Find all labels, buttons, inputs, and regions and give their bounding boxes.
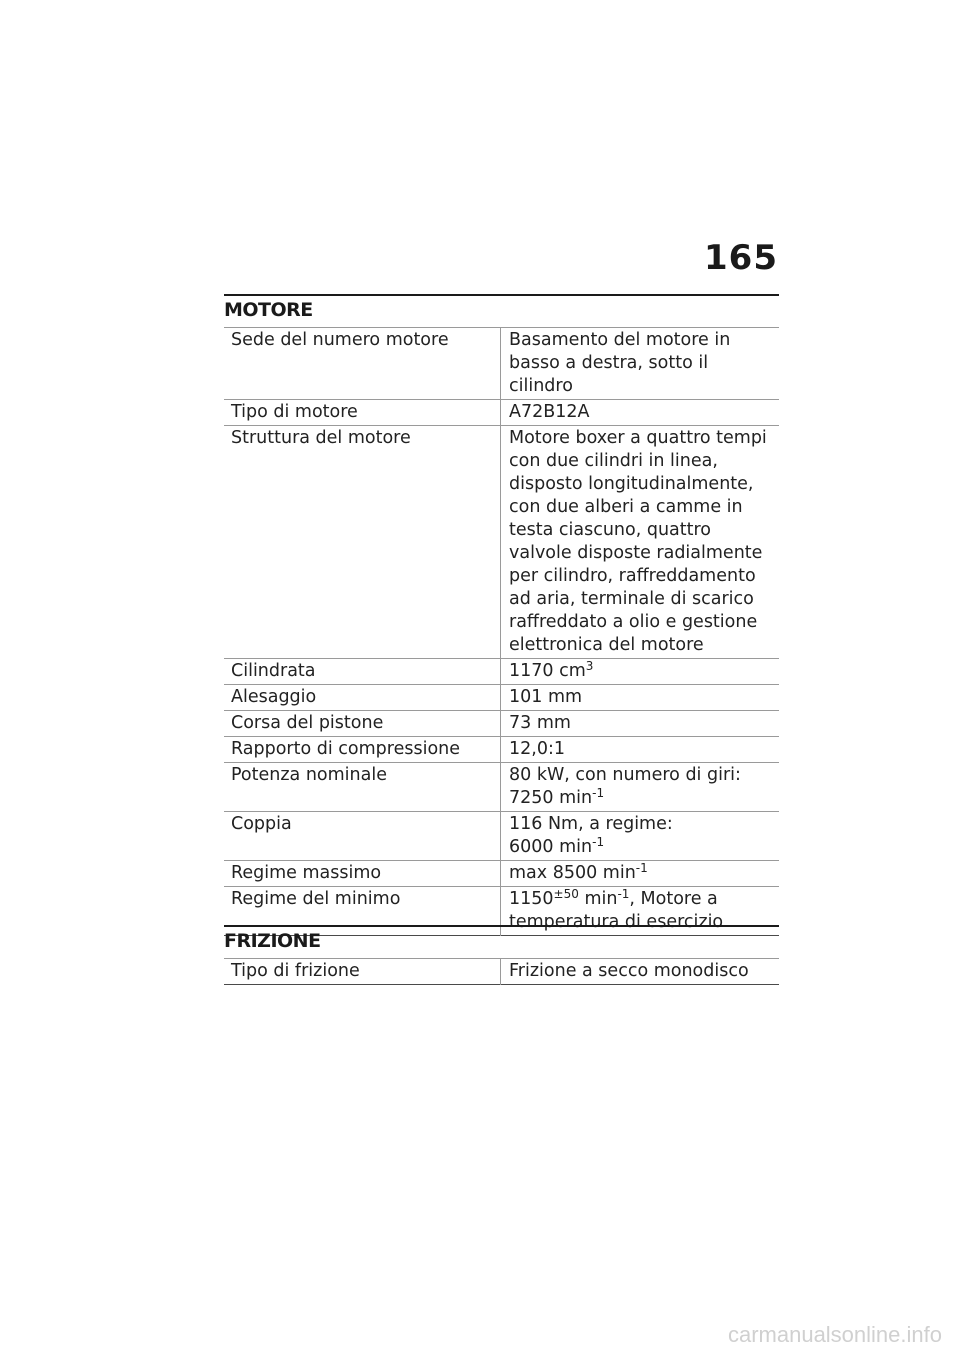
page-number: 165 <box>704 238 778 278</box>
spec-label: Sede del numero motore <box>224 328 501 400</box>
value-text: min <box>578 889 618 909</box>
spec-value <box>501 861 780 887</box>
spec-label: Alesaggio <box>224 685 501 711</box>
superscript: -1 <box>635 861 648 875</box>
spec-label: Rapporto di compressione <box>224 737 501 763</box>
table-row <box>224 328 779 400</box>
section-title-frizione: FRIZIONE <box>224 930 321 952</box>
value-text: 7250 min <box>509 788 593 808</box>
spec-value <box>501 763 780 812</box>
spec-value: 12,0:1 <box>509 739 565 759</box>
table-row <box>224 861 779 887</box>
value-text: 1150 <box>509 889 554 909</box>
spec-label: Corsa del pistone <box>224 711 501 737</box>
spec-value: 73 mm <box>509 713 571 733</box>
spec-label: Coppia <box>224 812 501 861</box>
table-row <box>224 737 779 763</box>
table-row <box>224 685 779 711</box>
spec-label: Potenza nominale <box>224 763 501 812</box>
spec-value: Motore boxer a quattro tempi con due cilindri in linea, disposto longitudinalmente, con due alberi a camme in testa ciascuno, quattro valvole disposte radialmente per cilindro, raffreddamento ad aria, terminale di scarico raffreddato a olio e gestione elettronica del motore <box>509 428 767 655</box>
motore-spec-table <box>224 327 779 936</box>
value-text: 6000 min <box>509 837 593 857</box>
table-row <box>224 763 779 812</box>
superscript: -1 <box>617 887 630 901</box>
motore-section <box>224 294 779 936</box>
spec-label: Struttura del motore <box>224 426 501 659</box>
superscript: 3 <box>585 659 594 673</box>
spec-label: Regime massimo <box>224 861 501 887</box>
spec-value: 101 mm <box>509 687 583 707</box>
table-row <box>224 426 779 659</box>
table-row <box>224 959 779 985</box>
spec-value <box>501 659 780 685</box>
value-text: , Motore a temperatura di esercizio <box>509 889 724 932</box>
spec-label: Cilindrata <box>224 659 501 685</box>
spec-label: Tipo di motore <box>224 400 501 426</box>
watermark: carmanualsonline.info <box>727 1322 942 1347</box>
superscript: ±50 <box>553 887 579 901</box>
spec-value: Frizione a secco monodisco <box>509 961 749 981</box>
value-text: 80 kW, con numero di giri: <box>509 765 741 785</box>
table-row <box>224 711 779 737</box>
value-text: max 8500 min <box>509 863 636 883</box>
superscript: -1 <box>592 835 605 849</box>
frizione-section <box>224 925 779 985</box>
spec-label: Tipo di frizione <box>224 959 501 985</box>
spec-value: A72B12A <box>509 402 590 422</box>
spec-value: Basamento del motore in basso a destra, sotto il cilindro <box>509 330 731 396</box>
section-title-motore: MOTORE <box>224 299 313 321</box>
frizione-spec-table <box>224 958 779 985</box>
table-row <box>224 659 779 685</box>
value-text: 1170 cm <box>509 661 586 681</box>
value-text: 116 Nm, a regime: <box>509 814 673 834</box>
spec-value <box>501 812 780 861</box>
table-row <box>224 812 779 861</box>
superscript: -1 <box>592 786 605 800</box>
spec-label: Regime del minimo <box>224 887 501 936</box>
table-row <box>224 400 779 426</box>
